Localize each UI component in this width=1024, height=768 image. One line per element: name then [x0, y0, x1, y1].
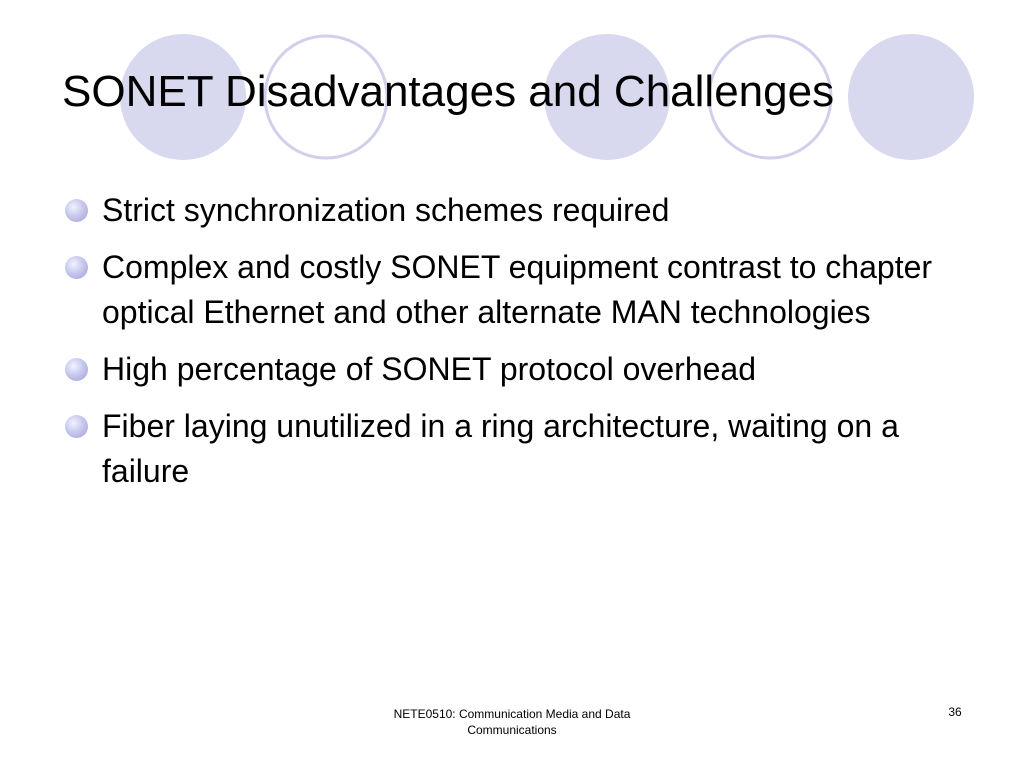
bullet-dot-icon — [65, 358, 88, 381]
filled-circle — [848, 34, 974, 160]
slide-footer: NETE0510: Communication Media and Data Communications — [393, 707, 631, 737]
bullet-dot-icon — [65, 256, 88, 279]
bullet-item — [64, 347, 964, 392]
bullet-text: Fiber laying unutilized in a ring architecture, waiting on a failure — [102, 408, 899, 489]
bullet-item — [64, 245, 964, 335]
bullet-list — [64, 188, 964, 506]
bullet-text: High percentage of SONET protocol overhead — [102, 351, 757, 387]
page-number: 36 — [948, 705, 962, 719]
bullet-text: Complex and costly SONET equipment contrast to chapter optical Ethernet and other alternate MAN technologies — [102, 249, 933, 330]
bullet-item — [64, 188, 964, 233]
bullet-dot-icon — [65, 199, 88, 222]
bullet-text: Strict synchronization schemes required — [102, 192, 670, 228]
slide-title: SONET Disadvantages and Challenges — [62, 67, 835, 116]
bullet-dot-icon — [65, 415, 88, 438]
bullet-item — [64, 404, 964, 494]
